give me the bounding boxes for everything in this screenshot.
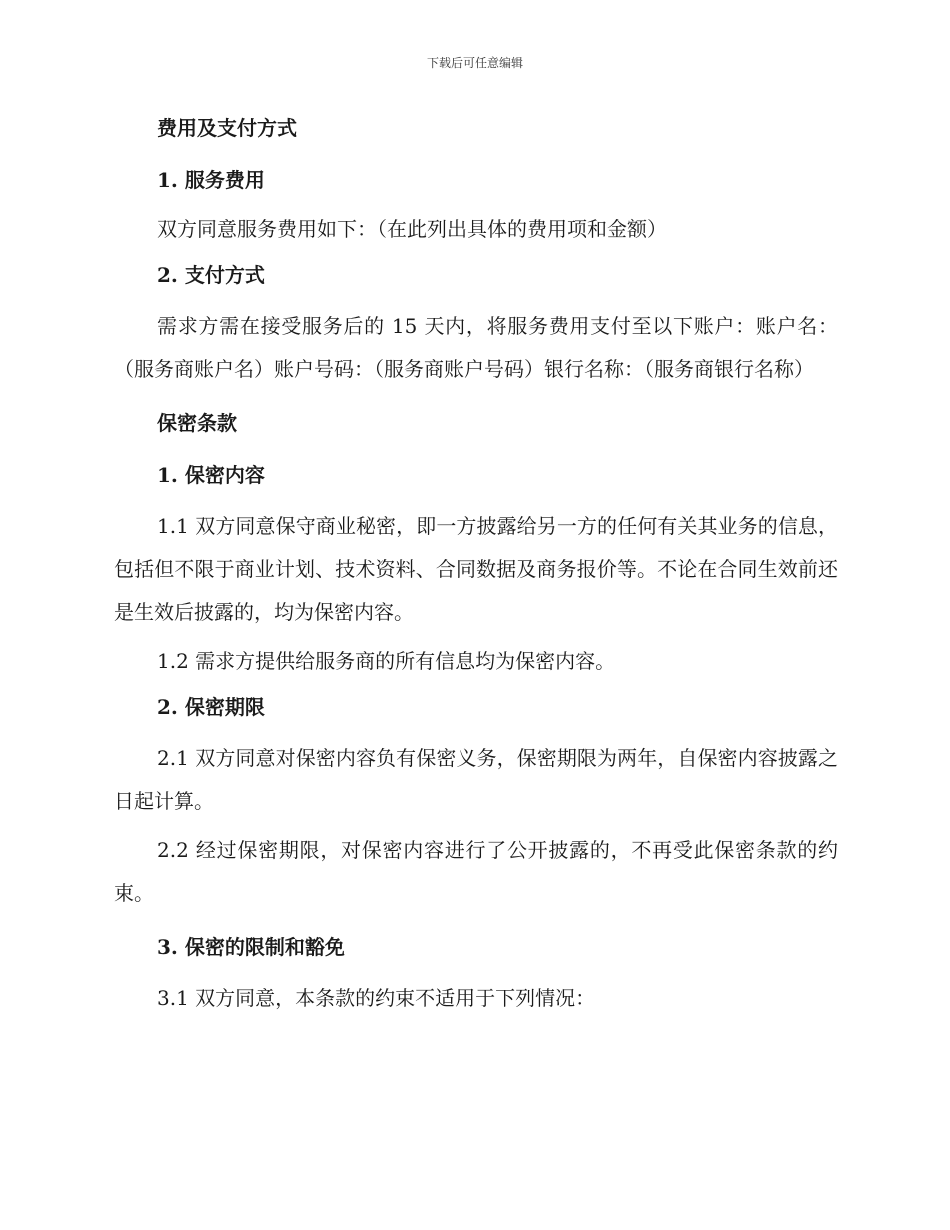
subheading-confidential-content: 1. 保密内容: [157, 463, 265, 487]
paragraph-1-1: 1.1 双方同意保守商业秘密，即一方披露给另一方的任何有关其业务的信息，包括但不限于商业计划、技术资料、合同数据及商务报价等。不论在合同生效前还是生效后披露的，均为保密内容。: [114, 514, 838, 624]
paragraph-fee-agreement: 双方同意服务费用如下：（在此列出具体的费用项和金额）: [157, 217, 667, 241]
section-heading-confidentiality: 保密条款: [157, 411, 237, 435]
section-heading-fees: 费用及支付方式: [157, 116, 297, 140]
document-body: [114, 104, 838, 1020]
paragraph-3-1: 3.1 双方同意，本条款的约束不适用于下列情况：: [157, 986, 596, 1010]
subheading-limits-exemptions: 3. 保密的限制和豁免: [157, 935, 345, 959]
page-header: 下载后可任意编辑: [426, 56, 523, 70]
paragraph-1-2: 1.2 需求方提供给服务商的所有信息均为保密内容。: [157, 649, 616, 673]
paragraph-2-2: 2.2 经过保密期限，对保密内容进行了公开披露的，不再受此保密条款的约束。: [114, 838, 838, 905]
subheading-service-fee: 1. 服务费用: [157, 168, 265, 192]
subheading-confidentiality-period: 2. 保密期限: [157, 695, 265, 719]
subheading-payment-method: 2. 支付方式: [157, 263, 265, 287]
paragraph-2-1: 2.1 双方同意对保密内容负有保密义务，保密期限为两年，自保密内容披露之日起计算。: [114, 746, 838, 813]
paragraph-payment-account: 需求方需在接受服务后的 15 天内，将服务费用支付至以下账户：账户名：（服务商账户名）账户号码：（服务商账户号码）银行名称：（服务商银行名称）: [114, 314, 838, 381]
